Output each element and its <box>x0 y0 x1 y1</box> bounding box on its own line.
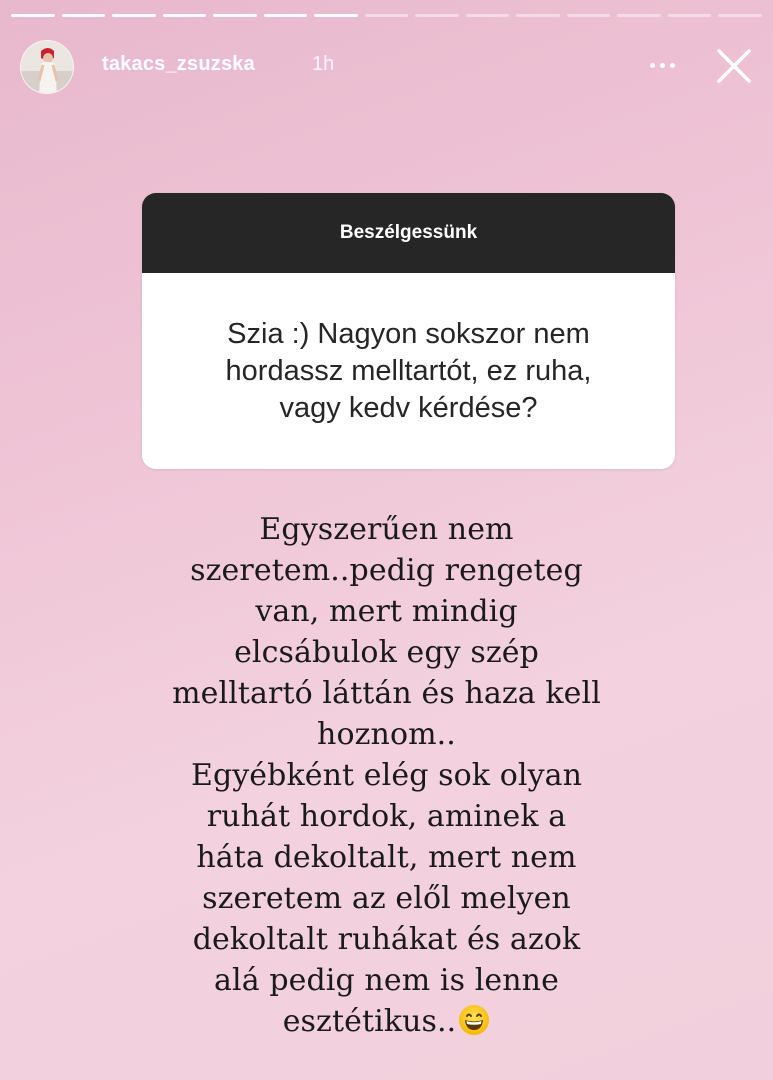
progress-segment <box>567 14 611 17</box>
answer-text: Egyszerűen nem szeretem..pedig rengeteg van, mert mindig elcsábulok egy szép melltartó láttán és haza kell hoznom.. Egyébként elég sok olyan ruhát hordok, aminek a háta dekoltalt, mert nem szeretem az elől melyen dekoltalt ruhákat és azok alá pedig nem is lenne esztétikus.. <box>172 512 601 1039</box>
question-sticker[interactable] <box>142 193 675 469</box>
progress-segment <box>163 14 207 17</box>
close-icon[interactable] <box>712 44 756 88</box>
progress-segment <box>213 14 257 17</box>
progress-segment <box>617 14 661 17</box>
avatar-photo-icon <box>21 41 74 94</box>
progress-segment <box>314 14 358 17</box>
progress-segment <box>62 14 106 17</box>
progress-segment <box>516 14 560 17</box>
progress-segment <box>11 14 55 17</box>
post-time: 1h <box>312 53 335 75</box>
progress-segment <box>466 14 510 17</box>
profile-avatar[interactable] <box>20 40 74 94</box>
question-sticker-title: Beszélgessünk <box>142 193 675 273</box>
story-progress-bar <box>11 14 762 18</box>
progress-segment <box>415 14 459 17</box>
answer-text-block <box>150 509 623 1042</box>
progress-segment <box>365 14 409 17</box>
more-icon[interactable] <box>642 50 682 80</box>
progress-segment <box>264 14 308 17</box>
question-sticker-body <box>142 273 675 469</box>
progress-segment <box>112 14 156 17</box>
username-link[interactable]: takacs_zsuzska <box>102 53 255 75</box>
story-header <box>20 40 755 94</box>
progress-segment <box>718 14 762 17</box>
grinning-face-icon <box>458 1004 490 1036</box>
progress-segment <box>668 14 712 17</box>
question-text: Szia :) Nagyon sokszor nem hordassz melltartót, ez ruha, vagy kedv kérdése? <box>225 317 592 424</box>
